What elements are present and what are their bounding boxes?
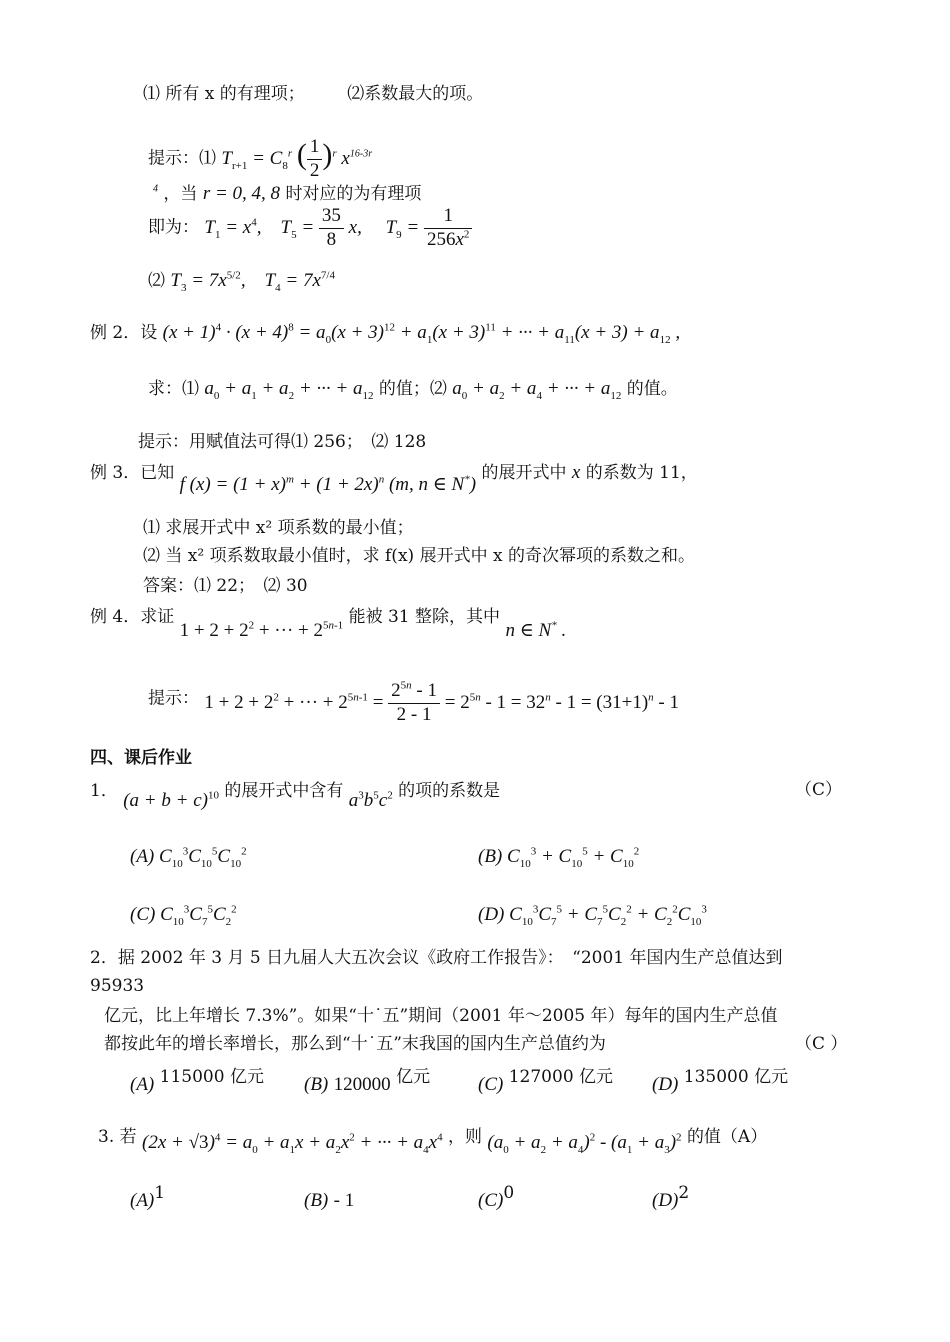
ex4-n: n ∈ N* . [505, 619, 567, 641]
hint1-formula: $T_{r+1} = C_8^r$ ( $\frac{1}{2}$ )$^r$ $x^{16-3r 4}$ [148, 136, 373, 195]
hw1-answer: （C） [795, 780, 843, 800]
ex2-label: 例 2．设 [90, 323, 158, 343]
ex3-end: 的系数为 11， [585, 463, 698, 483]
ex4-hint-label: 提示： [148, 688, 199, 709]
hw3-row [98, 1126, 768, 1156]
ex3-x: x [571, 462, 581, 483]
hw1-formula: $(a + b + c)^{10}$ [123, 789, 219, 811]
hw3-expr: $(a_0 + a_2 + a_4)^2 - (a_1 + a_3)^2$ [487, 1131, 682, 1156]
hint1-row [148, 136, 421, 205]
ex2-val1: 的值；⑵ [378, 379, 447, 399]
hint2-label: ⑵ [148, 271, 165, 291]
hw3-option-a: (A)1 [130, 1183, 166, 1211]
ex2-ask: 求：⑴ [148, 379, 199, 399]
ex3-ans: 答案：⑴ 22； ⑵ 30 [143, 576, 308, 596]
ex4-mid: 能被 31 整除，其中 [348, 607, 501, 627]
hw2-line4: 都按此年的增长率增长，那么到“十˙五”末我国的国内生产总值约为 [104, 1034, 606, 1054]
section-heading: 四、课后作业 [90, 748, 192, 768]
hw2-answer: （C ） [795, 1034, 848, 1054]
hw1-option-d: (D) $C_{10}^3C_7^5 + C_7^5C_2^2 + C_2^2C_{10}^3$ [478, 903, 707, 928]
hint2-formula: $T_3 = 7x^{5/2}$, $T_4 = 7x^{7/4}$ [170, 269, 335, 294]
hw1-option-c: (C) $C_{10}^3C_7^5C_2^2$ [130, 903, 237, 928]
ex4-label: 例 4．求证 [90, 607, 175, 627]
ex4-formula: $1 + 2 + 2^2$ + ··· + $2^{5n-1}$ [179, 619, 344, 641]
ex3-row [90, 462, 698, 495]
ex4-row [90, 606, 567, 641]
ex4-hint-formula: $1 + 2 + 2^2$ + ··· + $2^{5n-1}$ = $\frac{2^{5n} - 1}{2 - 1}$ = $2^{5n} - 1 = 32^n - 1 = (31+1)^n - 1$ [204, 679, 679, 725]
hint1b-formula: $T_1 = x^4$, $T_5$ = $\frac{35}{8}$ x, $T_9$ = $\frac{1}{256x^2}$ [204, 217, 472, 238]
hw3-mid: ，则 [448, 1127, 482, 1147]
hw3-option-b: (B) - 1 [304, 1190, 355, 1211]
hint1b-label: 即为： [148, 217, 199, 238]
ex3-q1: ⑴ 求展开式中 x² 项系数的最小值； [143, 518, 414, 538]
hw1-option-b: (B) $C_{10}^3 + C_{10}^5 + C_{10}^2$ [478, 845, 640, 870]
hint1-end: 时对应的为有理项 [285, 183, 422, 204]
hw1-num: 1． [90, 781, 118, 801]
hw3-end: 的值（A） [686, 1127, 768, 1147]
ex3-mid: 的展开式中 [481, 463, 567, 483]
hw2-line2: 95933 [90, 976, 145, 996]
ex2-formula: $(x + 1)^4 \cdot (x + 4)^8 = a_0(x + 3)^{12} + a_1(x + 3)^{11}$ + ··· + $a_{11}(x + 3) + a_{12}$ , [162, 321, 681, 346]
hint1b-row [148, 205, 472, 252]
ex4-hint-row [148, 676, 679, 723]
ex2-sum1: $a_0 + a_1 + a_2$ + ··· + $a_{12}$ [204, 378, 374, 402]
hw3-option-d: (D)2 [652, 1183, 690, 1211]
hint1-r: r = 0, 4, 8 [202, 182, 281, 204]
hw1-option-a: (A) $C_{10}^3C_{10}^5C_{10}^2$ [130, 845, 247, 870]
hw2-option-b: (B) 120000 亿元 [304, 1067, 431, 1095]
hw1-mid: 的展开式中含有 [224, 781, 344, 801]
hw3-formula: $(2x + √3)^4 = a_0 + a_1x + a_2x^2$ + ··· + $a_4x^4$ [142, 1131, 443, 1156]
ex3-q2: ⑵ 当 x² 项系数取最小值时，求 f(x) 展开式中 x 的奇次幂项的系数之和。 [143, 546, 695, 566]
hw2-option-d: (D) 135000 亿元 [652, 1067, 789, 1095]
hw2-line1: 2．据 2002 年 3 月 5 日九届人大五次会议《政府工作报告》： “2001 年国内生产总值达到 [90, 948, 783, 968]
hw3-option-c: (C)0 [478, 1183, 515, 1211]
ex2-hint: 提示：用赋值法可得⑴ 256； ⑵ 128 [138, 432, 427, 452]
ex3-formula: f $(x) = (1 + x)^m + (1 + 2x)^n$ (m, n ∈ N*) [179, 473, 477, 495]
hint1-label: 提示：⑴ [148, 148, 216, 169]
ex2-val2: 的值。 [626, 379, 678, 399]
hint2-row [148, 270, 335, 293]
ex2-ask-row [148, 378, 678, 401]
hw2-line3: 亿元，比上年增长 7.3%”。如果“十˙五”期间（2001 年～2005 年）每年的国内生产总值 [104, 1006, 778, 1026]
hw2-option-c: (C) 127000 亿元 [478, 1067, 614, 1095]
hw1-end: 的项的系数是 [398, 781, 501, 801]
q1-items: ⑴ 所有 x 的有理项； ⑵系数最大的项。 [143, 84, 484, 104]
hw1-term: $a^3b^5c^2$ [348, 789, 393, 811]
ex3-label: 例 3．已知 [90, 463, 175, 483]
ex2-row [90, 322, 680, 345]
hw1-row [90, 780, 501, 811]
hw2-option-a: (A) 115000 亿元 [130, 1067, 264, 1095]
hw3-label: 3. 若 [98, 1127, 137, 1147]
hint1-tail: ，当 [163, 183, 198, 204]
ex2-sum2: $a_0 + a_2 + a_4$ + ··· + $a_{12}$ [452, 378, 622, 402]
